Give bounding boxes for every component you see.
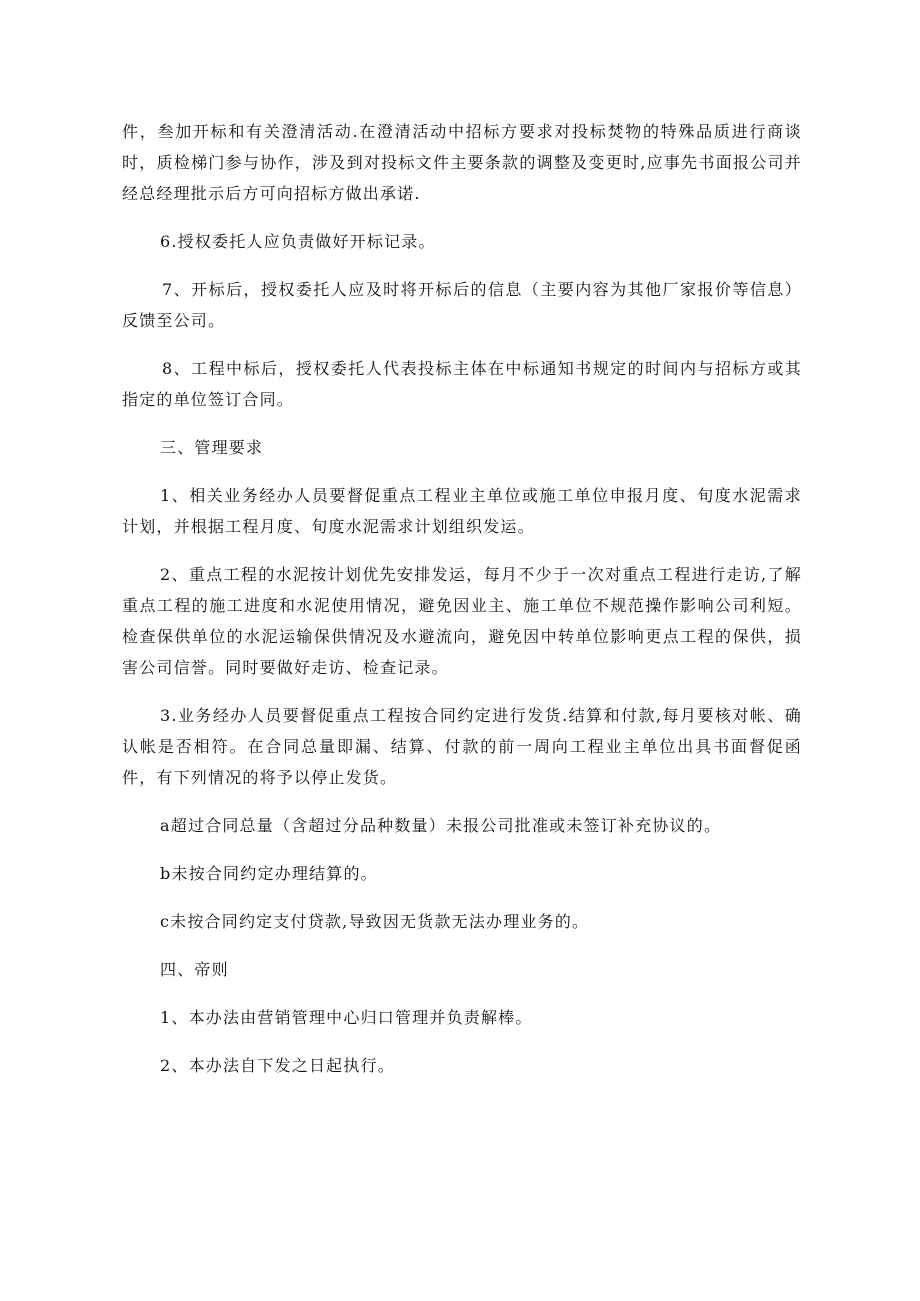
paragraph-req-3: 3.业务经办人员要督促重点工程按合同约定进行发货.结算和付款,每月要核对帐、确认帐是否相符。在合同总量即漏、结算、付款的前一周向工程业主单位出具书面督促函件，有下列情况的将予以停止发货。 <box>122 706 802 787</box>
document-body <box>122 116 802 1081</box>
list-item-a: a超过合同总量（含超过分品种数量）未报公司批准或未签订补充协议的。 <box>160 816 722 835</box>
paragraph-rule-1: 1、本办法由营销管理中心归口管理并负责解棒。 <box>160 1008 533 1027</box>
section-heading-management: 三、管理要求 <box>160 438 264 457</box>
paragraph-item-8: 8、工程中标后，授权委托人代表投标主体在中标通知书规定的时间内与招标方或其指定的单位签订合同。 <box>122 359 802 409</box>
paragraph-item-6: 6.授权委托人应负责做好开标记录。 <box>160 232 436 251</box>
list-item-b: b未按合同约定办理结算的。 <box>160 864 378 883</box>
paragraph-req-1: 1、相关业务经办人员要督促重点工程业主单位或施工单位申报月度、旬度水泥需求计划，并根据工程月度、旬度水泥需求计划组织发运。 <box>122 486 802 536</box>
paragraph-continuation: 件，叁加开标和有关澄清活动.在澄清活动中招标方要求对投标焚物的特殊品质进行商谈时，质检梯门参与协作，涉及到对投标文件主要条款的调整及变更时,应事先书面报公司并经总经理批示后方可向招标方做出承诺. <box>122 122 802 203</box>
list-item-c: c未按合同约定支付贷款,导致因无货款无法办理业务的。 <box>160 912 590 931</box>
paragraph-item-7: 7、开标后，授权委托人应及时将开标后的信息（主要内容为其他厂家报价等信息）反馈至公司。 <box>122 280 802 330</box>
section-heading-rules: 四、帝则 <box>160 960 229 979</box>
paragraph-req-2: 2、重点工程的水泥按计划优先安排发运，每月不少于一次对重点工程进行走访,了解重点工程的施工进度和水泥使用情况，避免因业主、施工单位不规范操作影响公司利短。检查保供单位的水泥运输保供情况及水避流向，避免因中转单位影响更点工程的保供，损害公司信誉。同时要做好走访、检查记录。 <box>122 565 802 677</box>
paragraph-rule-2: 2、本办法自下发之日起执行。 <box>160 1056 395 1075</box>
